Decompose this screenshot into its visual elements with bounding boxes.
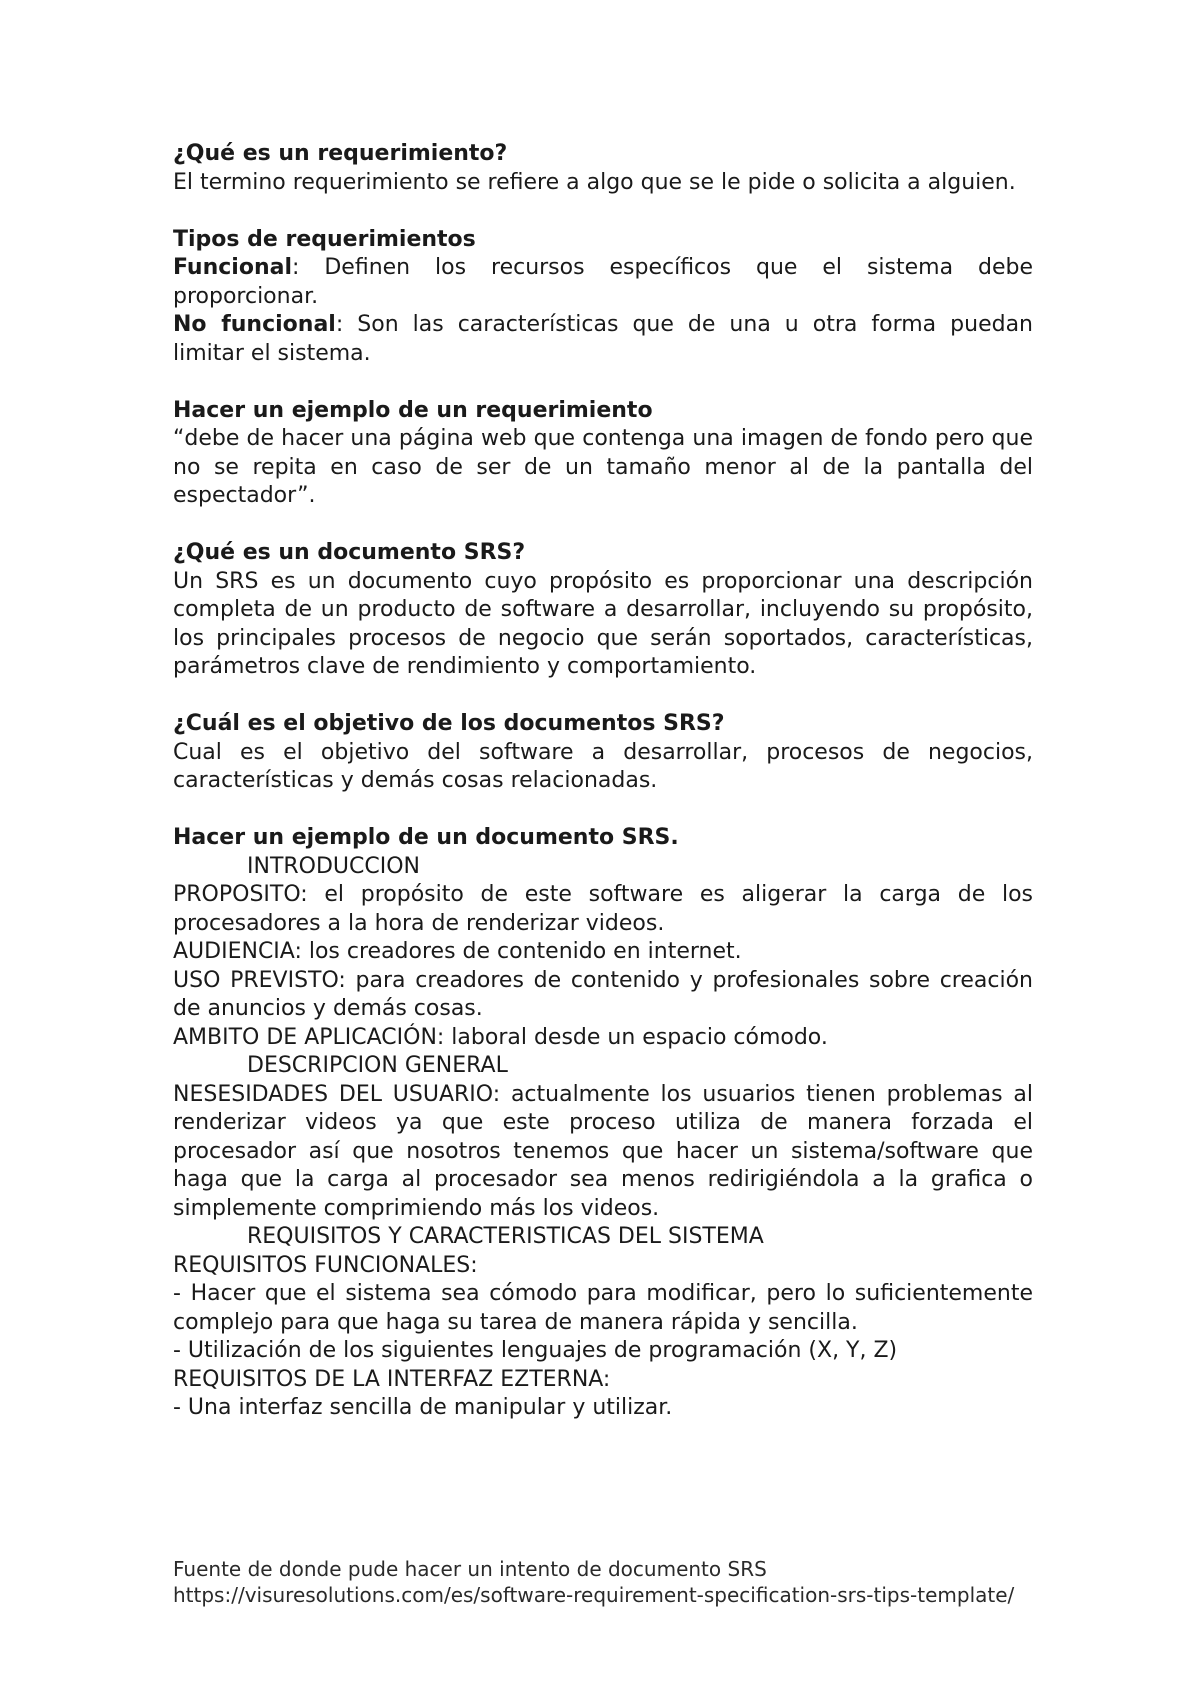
definition-no-funcional: : Son las características que de una u otra forma puedan limitar el sistema. xyxy=(173,312,1033,366)
source-url: https://visuresolutions.com/es/software-requirement-specification-srs-tips-template/ xyxy=(173,1583,1015,1607)
section-heading-objetivo: ¿Cuál es el objetivo de los documentos SRS? xyxy=(173,711,725,736)
subsection-title-requisitos: REQUISITOS Y CARACTERISTICAS DEL SISTEMA xyxy=(247,1224,764,1249)
section-heading-ejemplo-srs: Hacer un ejemplo de un documento SRS. xyxy=(173,825,679,850)
section-heading-tipos: Tipos de requerimientos xyxy=(173,226,476,252)
list-item-requisito-1: - Hacer que el sistema sea cómodo para modificar, pero lo suficientemente complejo para que haga su tarea de manera rápida y sencilla. xyxy=(173,1281,1033,1335)
spacer xyxy=(173,368,1033,397)
label-requisitos-funcionales: REQUISITOS FUNCIONALES: xyxy=(173,1252,478,1278)
paragraph-srs: Un SRS es un documento cuyo propósito es proporcionar una descripción completa de un producto de software a desarrollar, incluyendo su propósito, los principales procesos de negocio que serán soportados, características, parámetros clave de rendimiento y comportamiento. xyxy=(173,568,1033,679)
source-label: Fuente de donde pude hacer un intento de documento SRS xyxy=(173,1557,767,1581)
subsection-title-descripcion: DESCRIPCION GENERAL xyxy=(247,1053,508,1078)
section-heading-ejemplo-requerimiento: Hacer un ejemplo de un requerimiento xyxy=(173,397,653,423)
term-no-funcional: No funcional xyxy=(173,312,336,337)
paragraph-audiencia: AUDIENCIA: los creadores de contenido en internet. xyxy=(173,939,742,964)
paragraph-requerimiento: El termino requerimiento se refiere a algo que se le pide o solicita a alguien. xyxy=(173,169,1016,195)
spacer xyxy=(173,682,1033,711)
source-footnote xyxy=(173,1556,1033,1608)
subsection-title-introduccion: INTRODUCCION xyxy=(247,853,421,879)
section-heading-requerimiento: ¿Qué es un requerimiento? xyxy=(173,141,508,166)
paragraph-ejemplo-requerimiento: “debe de hacer una página web que contenga una imagen de fondo pero que no se repita en caso de ser de un tamaño menor al de la pantalla del espectador”. xyxy=(173,426,1033,508)
paragraph-uso-previsto: USO PREVISTO: para creadores de contenido y profesionales sobre creación de anuncios y demás cosas. xyxy=(173,967,1033,1021)
paragraph-objetivo: Cual es el objetivo del software a desarrollar, procesos de negocios, características y demás cosas relacionadas. xyxy=(173,739,1033,793)
paragraph-no-funcional xyxy=(173,311,1033,368)
paragraph-necesidades: NESESIDADES DEL USUARIO: actualmente los usuarios tienen problemas al renderizar videos ya que este proceso utiliza de manera forzada el procesador así que nosotros tenemos que hacer un sistema/software que haga que la carga al procesador sea menos redirigiéndola a la grafica o simplemente comprimiendo más los videos. xyxy=(173,1081,1033,1221)
list-item-requisito-3: - Una interfaz sencilla de manipular y utilizar. xyxy=(173,1395,673,1420)
definition-funcional: : Definen los recursos específicos que el sistema debe proporcionar. xyxy=(173,255,1033,309)
term-funcional: Funcional xyxy=(173,255,293,280)
paragraph-funcional xyxy=(173,254,1033,311)
paragraph-ambito: AMBITO DE APLICACIÓN: laboral desde un espacio cómodo. xyxy=(173,1024,828,1050)
spacer xyxy=(173,197,1033,226)
list-item-requisito-2: - Utilización de los siguientes lenguajes de programación (X, Y, Z) xyxy=(173,1338,898,1363)
spacer xyxy=(173,511,1033,540)
section-heading-srs: ¿Qué es un documento SRS? xyxy=(173,540,526,565)
paragraph-proposito: PROPOSITO: el propósito de este software es aligerar la carga de los procesadores a la hora de renderizar videos. xyxy=(173,882,1033,936)
document-body xyxy=(173,140,1033,1423)
label-requisitos-interfaz: REQUISITOS DE LA INTERFAZ EZTERNA: xyxy=(173,1366,611,1392)
spacer xyxy=(173,796,1033,825)
